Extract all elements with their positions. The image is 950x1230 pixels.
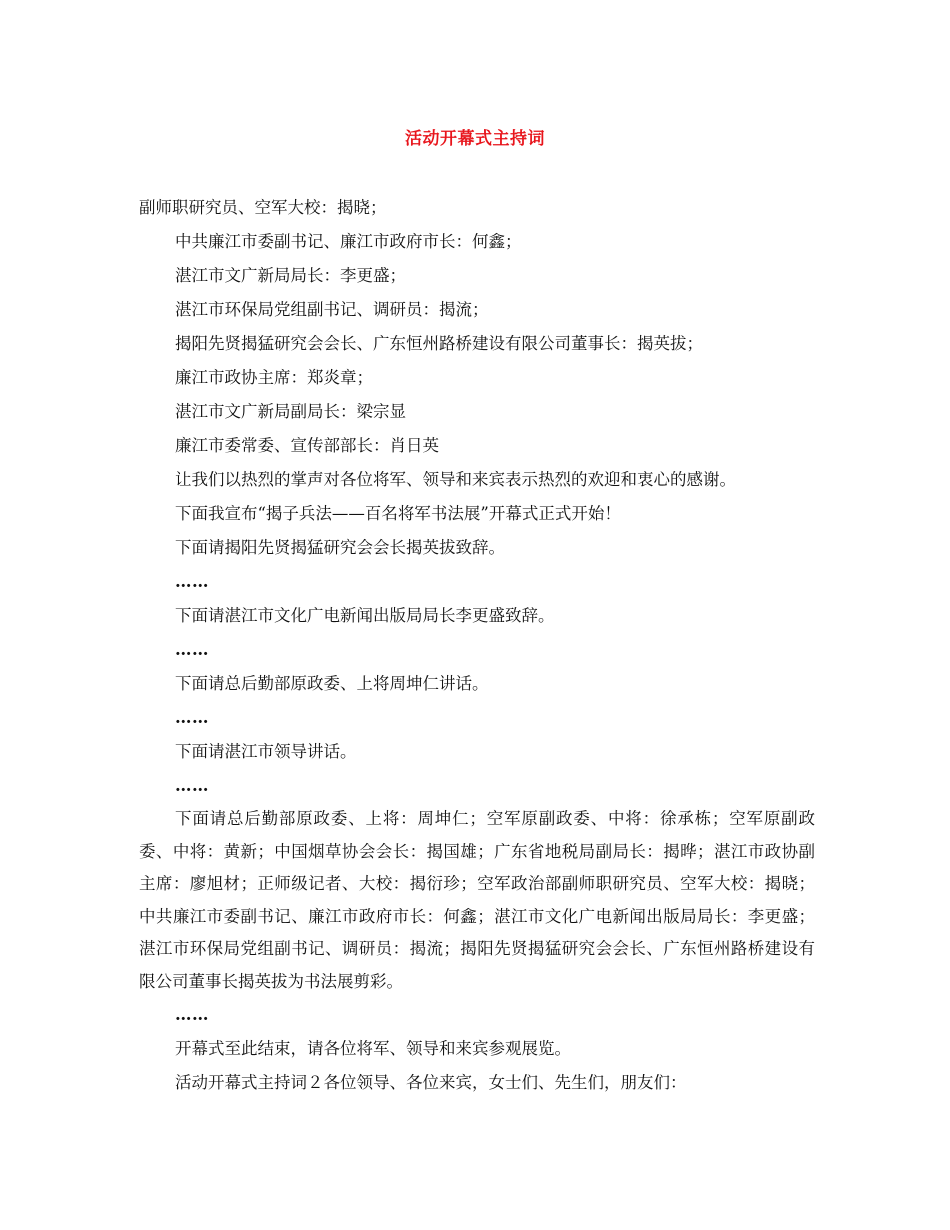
ellipsis: …… [175, 776, 209, 795]
paragraph: 下面请总后勤部原政委、上将周坤仁讲话。 [175, 674, 489, 693]
paragraph: 中共廉江市委副书记、廉江市政府市长：何鑫； [175, 232, 522, 251]
paragraph: 开幕式至此结束，请各位将军、领导和来宾参观展览。 [175, 1039, 571, 1058]
document-body [139, 191, 815, 1100]
paragraph: 廉江市政协主席：郑炎章； [175, 368, 373, 387]
paragraph: 下面请湛江市文化广电新闻出版局局长李更盛致辞。 [175, 606, 555, 625]
paragraph: 副师职研究员、空军大校：揭晓； [139, 198, 387, 217]
paragraph: 让我们以热烈的掌声对各位将军、领导和来宾表示热烈的欢迎和衷心的感谢。 [175, 470, 736, 489]
ellipsis: …… [175, 640, 209, 659]
paragraph: 下面请湛江市领导讲话。 [175, 742, 357, 761]
paragraph: 下面我宣布“揭子兵法——百名将军书法展”开幕式正式开始！ [175, 504, 621, 523]
paragraph: 廉江市委常委、宣传部部长：肖日英 [175, 436, 439, 455]
paragraph: 湛江市文广新局局长：李更盛； [175, 266, 406, 285]
paragraph: 活动开幕式主持词２各位领导、各位来宾，女士们、先生们，朋友们： [175, 1073, 687, 1092]
paragraph: 下面请总后勤部原政委、上将：周坤仁；空军原副政委、中将：徐承栋；空军原副政委、中将：黄新；中国烟草协会会长：揭国雄；广东省地税局副局长：揭晔；湛江市政协副主席：廖旭材；正师级记者、大校：揭衍珍；空军政治部副师职研究员、空军大校：揭晓；中共廉江市委副书记、廉江市政府市长：何鑫；湛江市文化广电新闻出版局局长：李更盛；湛江市环保局党组副书记、调研员：揭流；揭阳先贤揭猛研究会会长、广东恒州路桥建设有限公司董事长揭英拔为书法展剪彩。 [139, 809, 815, 991]
ellipsis: …… [175, 572, 209, 591]
paragraph: 下面请揭阳先贤揭猛研究会会长揭英拔致辞。 [175, 538, 505, 557]
paragraph: 湛江市文广新局副局长：梁宗显 [175, 402, 406, 421]
paragraph: 湛江市环保局党组副书记、调研员：揭流； [175, 300, 489, 319]
ellipsis: …… [175, 708, 209, 727]
document-title: 活动开幕式主持词 [405, 129, 545, 149]
paragraph: 揭阳先贤揭猛研究会会长、广东恒州路桥建设有限公司董事长：揭英拔； [175, 334, 703, 353]
ellipsis: …… [175, 1005, 209, 1024]
